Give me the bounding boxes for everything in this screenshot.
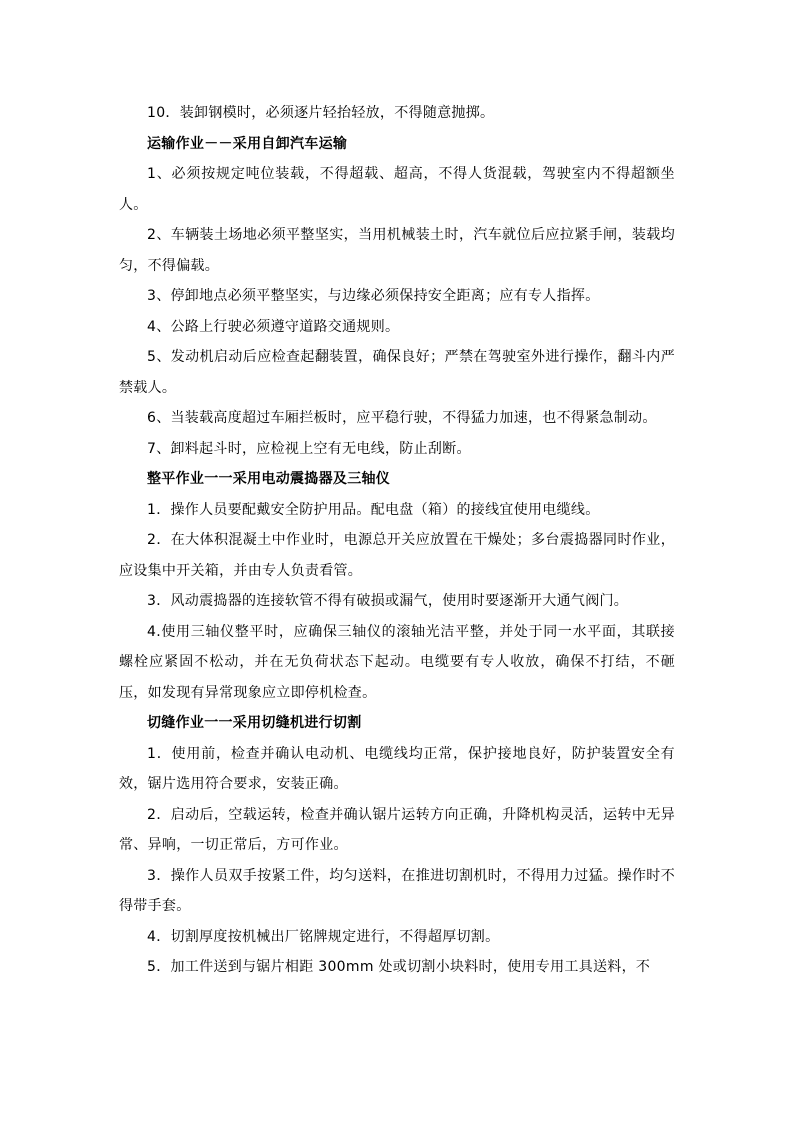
section-heading-leveling: 整平作业一一采用电动震捣器及三轴仪 [147, 471, 391, 487]
paragraph-transport-3: 3、停卸地点必须平整坚实，与边缘必须保持安全距离；应有专人指挥。 [147, 288, 600, 304]
paragraph-leveling-1: 1．操作人员要配戴安全防护用品。配电盘（箱）的接线宜使用电缆线。 [147, 501, 600, 518]
paragraph-cutting-3: 3．操作人员双手按紧工件，均匀送料，在推进切割机时，不得用力过猛。操作时不得带手套。 [119, 867, 675, 914]
paragraph-transport-5: 5、发动机启动后应检查起翻装置，确保良好；严禁在驾驶室外进行操作，翻斗内严禁载人。 [119, 349, 675, 396]
paragraph-cutting-2: 2．启动后，空载运转，检查并确认锯片运转方向正确，升降机构灵活，运转中无异常、异响，一切正常后，方可作业。 [119, 806, 675, 853]
section-heading-cutting: 切缝作业一一采用切缝机进行切割 [147, 715, 362, 731]
paragraph-steel-formwork: 10．装卸钢模时，必须逐片轻抬轻放，不得随意抛掷。 [147, 105, 495, 121]
paragraph-cutting-5: 5．加工件送到与锯片相距 300mm 处或切割小块料时，使用专用工具送料，不 [147, 959, 651, 975]
paragraph-leveling-2: 2．在大体积混凝土中作业时，电源总开关应放置在干燥处；多台震捣器同时作业，应设集中开关箱，并由专人负责看管。 [119, 532, 675, 579]
paragraph-transport-1: 1、必须按规定吨位装载，不得超载、超高，不得人货混载，驾驶室内不得超额坐人。 [119, 166, 675, 213]
paragraph-transport-7: 7、卸料起斗时，应检视上空有无电线，防止刮断。 [147, 440, 471, 457]
paragraph-cutting-1: 1．使用前，检查并确认电动机、电缆线均正常，保护接地良好，防护装置安全有效，锯片选用符合要求，安装正确。 [119, 745, 675, 792]
document-body [119, 98, 675, 983]
paragraph-transport-2: 2、车辆装土场地必须平整坚实，当用机械装土时，汽车就位后应拉紧手闸，装载均匀，不得偏载。 [119, 227, 675, 274]
paragraph-transport-4: 4、公路上行驶必须遵守道路交通规则。 [147, 318, 400, 335]
paragraph-cutting-4: 4．切割厚度按机械出厂铭牌规定进行，不得超厚切割。 [147, 928, 500, 945]
paragraph-leveling-3: 3．风动震捣器的连接软管不得有破损或漏气，使用时要逐渐开大通气阀门。 [147, 593, 629, 609]
paragraph-transport-6: 6、当装载高度超过车厢拦板时，应平稳行驶，不得猛力加速，也不得紧急制动。 [147, 410, 657, 426]
section-heading-transport: 运输作业－－采用自卸汽车运输 [147, 135, 348, 152]
paragraph-leveling-4: 4.使用三轴仪整平时，应确保三轴仪的滚轴光洁平整，并处于同一水平面，其联接螺栓应紧固不松动，并在无负荷状态下起动。电缆要有专人收放，确保不打结，不砸压，如发现有异常现象应立即停机检查。 [119, 623, 675, 701]
